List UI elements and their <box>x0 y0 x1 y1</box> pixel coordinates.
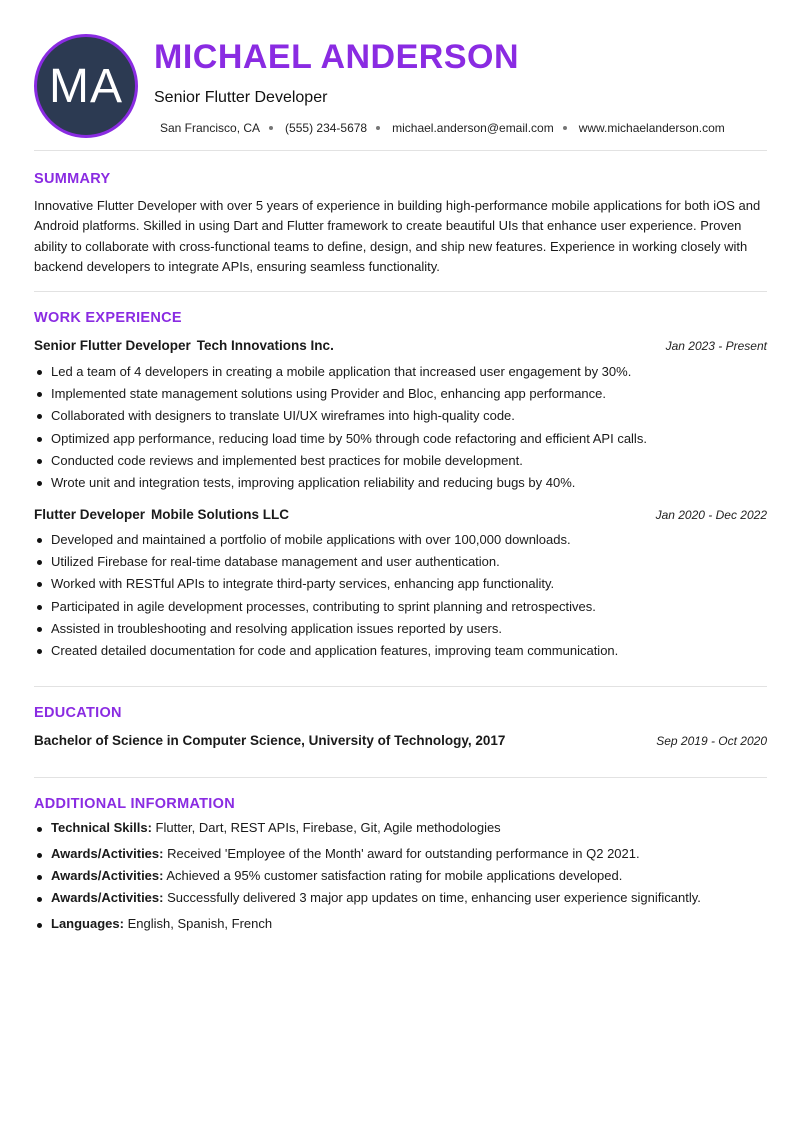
candidate-name: MICHAEL ANDERSON <box>154 38 520 76</box>
job-dates: Jan 2020 - Dec 2022 <box>655 508 767 522</box>
education-entry <box>34 733 767 748</box>
education-heading: EDUCATION <box>34 705 122 721</box>
item-text: Achieved a 95% customer satisfaction rating for mobile applications developed. <box>166 868 623 883</box>
job-role: Flutter Developer <box>34 507 146 522</box>
job-title: Senior Flutter Developer <box>154 89 328 106</box>
list-item: Implemented state management solutions using Provider and Bloc, enhancing app performance. <box>34 383 767 405</box>
resume-header <box>34 34 767 138</box>
location: San Francisco, CA <box>160 121 261 135</box>
item-label: Awards/Activities: <box>51 890 164 905</box>
list-item: Assisted in troubleshooting and resolving application issues reported by users. <box>34 618 767 640</box>
work-experience-heading: WORK EXPERIENCE <box>34 310 182 326</box>
item-label: Awards/Activities: <box>51 846 164 861</box>
job-role: Senior Flutter Developer <box>34 338 191 353</box>
phone: (555) 234-5678 <box>285 121 368 135</box>
additional-info-heading: ADDITIONAL INFORMATION <box>34 796 235 812</box>
summary-text: Innovative Flutter Developer with over 5 years of experience in building high-performance mobile applications for both iOS and Android platforms. Skilled in using Dart and Flutter framework to create beautiful UIs that enhance user experience. Proven ability to collaborate with cross-functional teams to define, design, and ship new features. Experience in working closely with backend developers to integrate APIs, ensuring seamless functionality. <box>34 198 761 275</box>
list-item <box>34 890 767 905</box>
item-label: Languages: <box>51 916 124 931</box>
summary-heading: SUMMARY <box>34 171 111 187</box>
list-item <box>34 820 767 835</box>
avatar <box>34 34 138 138</box>
divider <box>34 150 767 151</box>
list-item <box>34 846 767 861</box>
item-label: Awards/Activities: <box>51 868 164 883</box>
separator-dot-icon <box>563 126 567 130</box>
item-text: Successfully delivered 3 major app updates on time, enhancing user experience significantly. <box>167 890 701 905</box>
list-item: Created detailed documentation for code and application features, improving team communication. <box>34 640 767 662</box>
list-item: Developed and maintained a portfolio of mobile applications with over 100,000 downloads. <box>34 529 767 551</box>
separator-dot-icon <box>376 126 380 130</box>
degree: Bachelor of Science in Computer Science, University of Technology, 2017 <box>34 733 506 748</box>
job-header <box>34 338 767 356</box>
item-label: Technical Skills: <box>51 820 152 835</box>
contact-info <box>160 121 725 135</box>
list-item: Participated in agile development processes, contributing to sprint planning and retrospectives. <box>34 596 767 618</box>
item-text: Received 'Employee of the Month' award for outstanding performance in Q2 2021. <box>167 846 640 861</box>
job-header <box>34 507 767 525</box>
list-item: Collaborated with designers to translate UI/UX wireframes into high-quality code. <box>34 405 767 427</box>
list-item: Wrote unit and integration tests, improving application reliability and reducing bugs by 40%. <box>34 472 767 494</box>
additional-info-list <box>34 820 767 931</box>
job-company: Mobile Solutions LLC <box>151 507 290 522</box>
job-dates: Jan 2023 - Present <box>665 339 767 353</box>
item-text: English, Spanish, French <box>127 916 273 931</box>
website-link[interactable]: www.michaelanderson.com <box>578 121 725 135</box>
list-item: Utilized Firebase for real-time database management and user authentication. <box>34 551 767 573</box>
job-company: Tech Innovations Inc. <box>196 338 334 353</box>
email-link[interactable]: michael.anderson@email.com <box>392 121 554 135</box>
divider <box>34 777 767 778</box>
list-item <box>34 868 767 883</box>
job-bullets <box>34 361 767 494</box>
education-dates: Sep 2019 - Oct 2020 <box>656 734 767 748</box>
list-item: Conducted code reviews and implemented best practices for mobile development. <box>34 450 767 472</box>
separator-dot-icon <box>269 126 273 130</box>
divider <box>34 291 767 292</box>
list-item: Led a team of 4 developers in creating a mobile application that increased user engagement by 30%. <box>34 361 767 383</box>
divider <box>34 686 767 687</box>
list-item: Worked with RESTful APIs to integrate third-party services, enhancing app functionality. <box>34 573 767 595</box>
job-bullets <box>34 529 767 662</box>
list-item: Optimized app performance, reducing load time by 50% through code refactoring and efficient API calls. <box>34 428 767 450</box>
item-text: Flutter, Dart, REST APIs, Firebase, Git, Agile methodologies <box>155 820 501 835</box>
avatar-initials: MA <box>49 59 123 113</box>
list-item <box>34 916 767 931</box>
